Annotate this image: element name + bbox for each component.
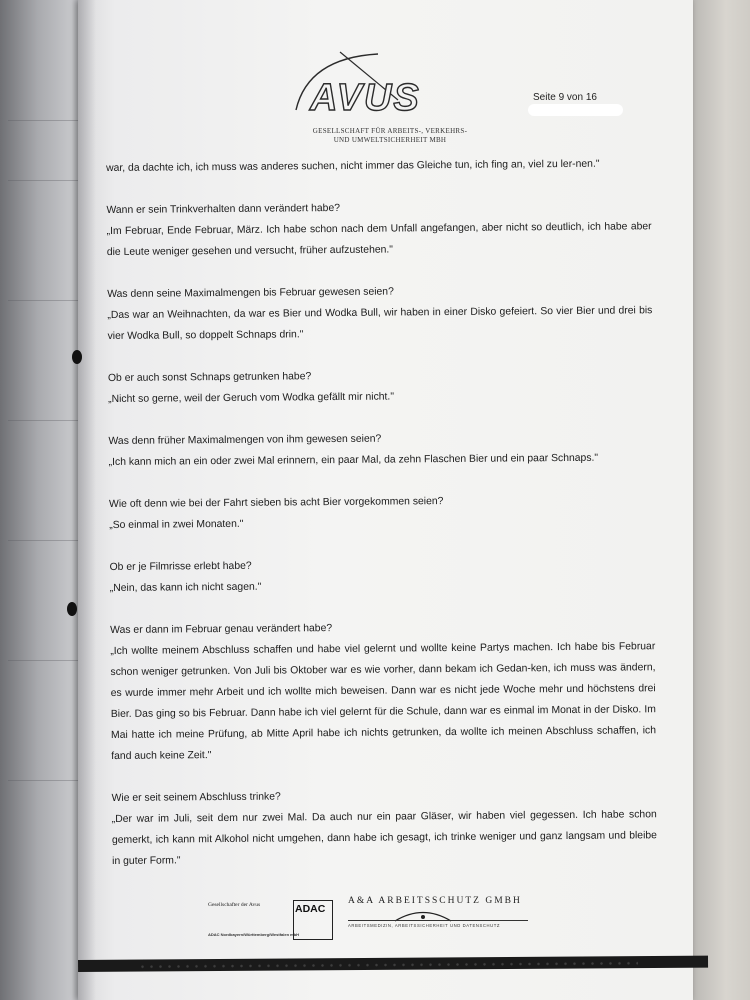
interview-text: [106, 153, 657, 872]
adac-logo: [293, 900, 333, 940]
answer: „Das war an Weihnachten, da war es Bier und Wodka Bull, wir haben in einer Disko gefeiert. So vier Bier und drei bis vier Wodka Bull, so doppelt Schnaps drin.": [107, 305, 653, 342]
adac-subtext: ADAC Nordbayern/Württemberg/Westfalen mbH: [208, 932, 300, 937]
logo-wordmark: AVUS: [310, 77, 421, 119]
qa-block: [108, 363, 653, 410]
aa-company-name: A&A ARBEITSSCHUTZ GMBH: [348, 896, 522, 906]
question: Was er dann im Februar genau verändert habe?: [110, 623, 333, 636]
answer: „Ich wollte meinem Abschluss schaffen und habe viel gelernt und wollte keine Partys machen. Ich habe bis Februar schon weniger getrunken. Von Juli bis Oktober war es wie vorher, dann bekam ich Gedan-ken, ich muss was ändern, es wurde immer mehr Arbeit und ich wollte mich beweisen. Dann war es nicht jede Woche mehr und höchstens drei Bier. Das ging so bis Februar. Dann habe ich viel gelernt für die Schule, dann war es einmal im Monat in der Disko. Im Mai hatte ich meine Prüfung, ab Mitte April habe ich nichts getrunken, da wollte ich meinen Abschluss schaffen, ich fand auch keine Zeit.": [110, 641, 657, 762]
question: Wann er sein Trinkverhalten dann verändert habe?: [106, 202, 341, 216]
redaction-mark: [528, 104, 623, 116]
answer: „Der war im Juli, seit dem nur zwei Mal. Da auch nur ein paar Gläser, wir haben viel gegessen. Ich habe schon gemerkt, ich kann mit Alkohol nicht umgehen, dann habe ich gesagt, ich trinke weniger und ganz langsam und bleibe in guter Form.": [111, 809, 657, 867]
avus-logo-graphic: [288, 48, 478, 128]
answer: „Ich kann mich an ein oder zwei Mal erinnern, ein paar Mal, da zehn Flaschen Bier und ein paar Schnaps.": [108, 452, 599, 468]
background-surface: [690, 0, 750, 1000]
answer: „So einmal in zwei Monaten.": [109, 518, 244, 531]
qa-block: [110, 615, 656, 767]
answer: „Im Februar, Ende Februar, März. Ich habe schon nach dem Unfall angefangen, aber nicht so deutlich, ich habe aber die Leute weniger gesehen und versucht, früher aufzustehen.": [106, 221, 652, 258]
answer: „Nicht so gerne, weil der Geruch vom Wodka gefällt mir nicht.": [108, 391, 395, 405]
qa-block: [109, 552, 654, 599]
intro-paragraph: war, da dachte ich, ich muss was anderes suchen, nicht immer das Gleiche tun, ich fing an, viel zu ler-nen.": [106, 158, 600, 174]
punch-hole: [72, 350, 82, 364]
avus-logo: [288, 48, 478, 148]
answer: „Nein, das kann ich nicht sagen.": [109, 581, 262, 594]
punch-hole: [67, 602, 77, 616]
company-subtitle: GESELLSCHAFT FÜR ARBEITS-, VERKEHRS- UND UMWELTSICHERHEIT MBH: [312, 127, 468, 144]
footer-divider: [348, 920, 528, 921]
qa-block: [111, 783, 657, 872]
qa-block: [107, 279, 653, 347]
qa-block: [106, 195, 652, 263]
document-page: [78, 0, 693, 1000]
page-number: Seite 9 von 16: [533, 92, 597, 103]
shareholder-label: Gesellschafter der Avus: [208, 902, 261, 908]
question: Wie er seit seinem Abschluss trinke?: [111, 791, 281, 804]
question: Was denn früher Maximalmengen von ihm gewesen seien?: [108, 433, 382, 447]
question: Ob er auch sonst Schnaps getrunken habe?: [107, 371, 312, 384]
question: Ob er je Filmrisse erlebt habe?: [109, 560, 252, 573]
aa-tagline: ARBEITSMEDIZIN, ARBEITSSICHERHEIT UND DATENSCHUTZ: [348, 923, 501, 928]
question: Was denn seine Maximalmengen bis Februar gewesen seien?: [107, 286, 394, 300]
qa-block: [108, 426, 653, 473]
adac-wordmark: ADAC: [295, 903, 326, 915]
page-footer: [198, 888, 598, 948]
question: Wie oft denn wie bei der Fahrt sieben bis acht Bier vorgekommen seien?: [108, 496, 444, 510]
qa-block: [109, 489, 654, 536]
